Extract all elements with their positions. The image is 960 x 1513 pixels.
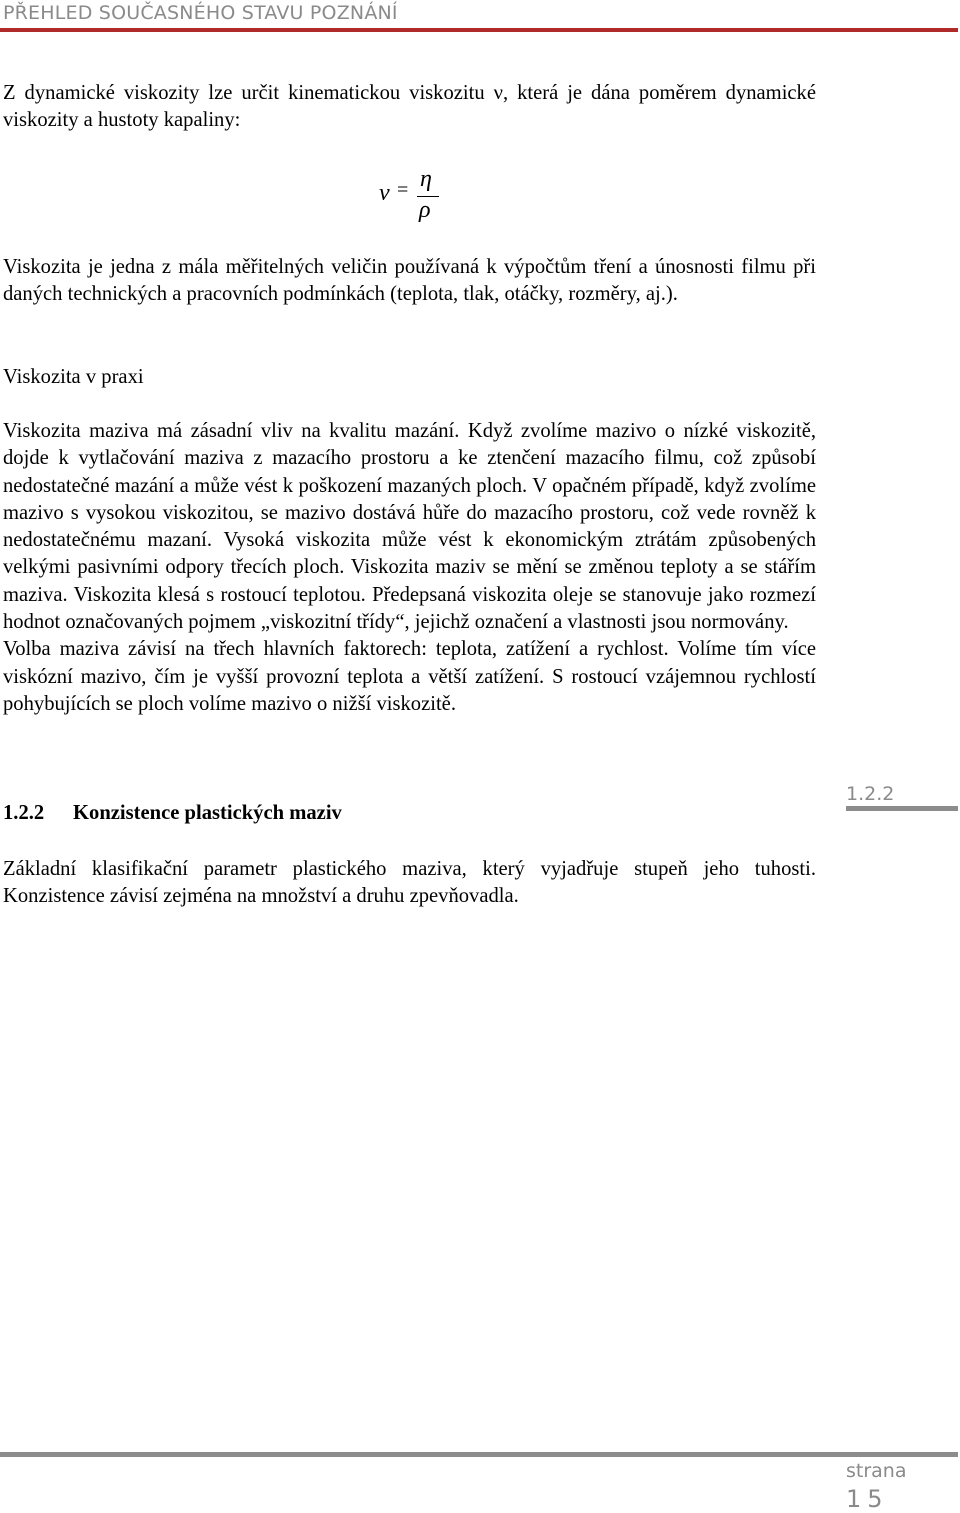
consistency-paragraph [3, 856, 816, 911]
viscosity-formula [379, 166, 449, 226]
practice-paragraph-2: Volba maziva závisí na třech hlavních faktorech: teplota, zatížení a rychlost. Volíme tím více viskózní mazivo, čím je vyšší provozní teplota a větší zatížení. S rostoucí vzájemnou rychlostí pohybujících se ploch volíme mazivo o nižší viskozitě. [3, 638, 816, 715]
section-title: Konzistence plastických maziv [73, 802, 342, 824]
intro-text: Z dynamické viskozity lze určit kinematickou viskozitu ν, která je dána poměrem dynamické viskozity a hustoty kapaliny: [3, 82, 816, 132]
footer-page-label: strana [846, 1460, 907, 1482]
usage-text: Viskozita je jedna z mála měřitelných veličin používaná k výpočtům tření a únosnosti filmu při daných technických a pracovních podmínkách (teplota, tlak, otáčky, rozměry, aj.). [3, 256, 816, 306]
usage-paragraph [3, 254, 816, 309]
practice-subheading: Viskozita v praxi [3, 366, 144, 388]
formula-denominator: ρ [419, 197, 431, 223]
margin-divider [846, 806, 958, 811]
section-number: 1.2.2 [3, 802, 45, 824]
page-header-title: PŘEHLED SOUČASNÉHO STAVU POZNÁNÍ [3, 2, 398, 24]
practice-paragraph-1: Viskozita maziva má zásadní vliv na kvalitu mazání. Když zvolíme mazivo o nízké viskozitě, dojde k vytlačování maziva z mazacího prostoru a ke ztenčení mazacího filmu, což způsobí nedostatečné mazání a může vést k poškození mazaných ploch. V opačném případě, když zvolíme mazivo s vysokou viskozitou, se mazivo dostává hůře do mazacího prostoru, což vede rovněž k nedostatečnému mazaní. Vysoká viskozita může vést k ekonomickým ztrátám způsobených velkými pasivními odpory třecích ploch. Viskozita maziv se mění se změnou teploty a se stářím maziva. Viskozita klesá s rostoucí teplotou. Předepsaná viskozita oleje se stanovuje jako rozmezí hodnot označovaných pojmem „viskozitní třídy“, jejichž označení a vlastnosti jsou normovány. [3, 420, 816, 634]
practice-subheading-wrap [3, 364, 816, 391]
formula-lhs: ν [379, 180, 390, 206]
section-heading [3, 802, 342, 825]
formula-numerator: η [420, 166, 432, 192]
footer-page-number: 15 [846, 1485, 889, 1513]
header-divider [0, 28, 958, 32]
margin-section-label: 1.2.2 [846, 783, 895, 805]
formula-equals: = [397, 179, 409, 201]
intro-paragraph [3, 80, 816, 135]
footer-divider [0, 1452, 958, 1457]
practice-paragraphs [3, 418, 816, 718]
consistency-text: Základní klasifikační parametr plastického maziva, který vyjadřuje stupeň jeho tuhosti. Konzistence závisí zejména na množství a druhu zpevňovadla. [3, 858, 816, 908]
